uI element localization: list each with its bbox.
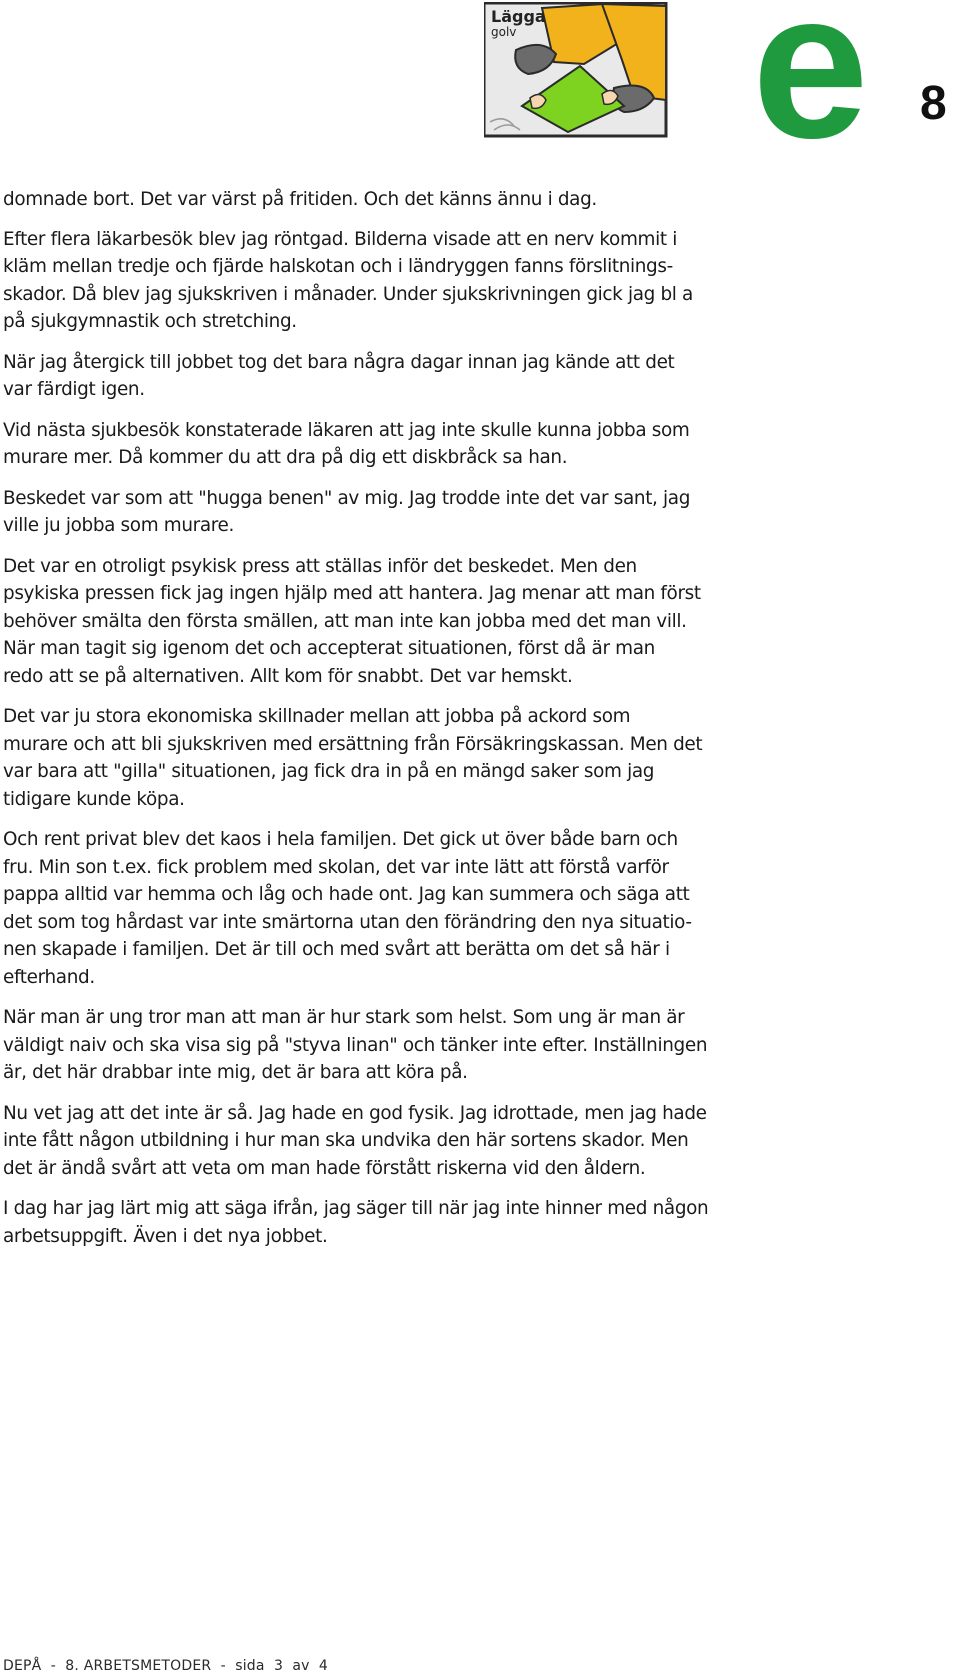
article-body [3, 186, 763, 1263]
paragraph: Och rent privat blev det kaos i hela familjen. Det gick ut över både barn och fru. Min son t.ex. fick problem med skolan, det var inte lätt att förstå varför pappa alltid var hemma och låg och hade ont. Jag kan summera och säga att det som tog hårdast var inte smärtorna utan den förändring den nya situatio- nen skapade i familjen. Det är till och med svårt att berätta om det så här i efterhand. [3, 829, 692, 988]
paragraph: Det var en otroligt psykisk press att ställas inför det beskedet. Men den psykiska pressen fick jag ingen hjälp med att hantera. Jag menar att man först behöver smälta den första smällen, att man inte kan jobba med det man vill. När man tagit sig igenom det och accepterat situationen, först då är man redo att se på alternativen. Allt kom för snabbt. Det var hemskt. [3, 555, 701, 687]
paragraph: domnade bort. Det var värst på fritiden. Och det känns ännu i dag. [3, 189, 597, 210]
paragraph: När man är ung tror man att man är hur stark som helst. Som ung är man är väldigt naiv och ska visa sig på "styva linan" och tänker inte efter. Inställningen är, det här drabbar inte mig, det är bara att köra på. [3, 1007, 708, 1083]
paragraph: Vid nästa sjukbesök konstaterade läkaren att jag inte skulle kunna jobba som murare mer. Då kommer du att dra på dig ett diskbråck sa han. [3, 419, 690, 468]
chapter-number: 8 [920, 77, 947, 130]
paragraph: Det var ju stora ekonomiska skillnader mellan att jobba på ackord som murare och att bli sjukskriven med ersättning från Försäkringskassan. Men det var bara att "gilla" situationen, jag fick dra in på en mängd saker som jag tidigare kunde köpa. [3, 706, 703, 810]
illustration-caption-line1: Lägga [491, 7, 546, 26]
paragraph: Nu vet jag att det inte är så. Jag hade en god fysik. Jag idrottade, men jag hade inte fått någon utbildning i hur man ska undvika den här sortens skador. Men det är ändå svårt att veta om man hade förstått riskerna vid den åldern. [3, 1102, 707, 1179]
paragraph: När jag återgick till jobbet tog det bara några dagar innan jag kände att det var färdigt igen. [3, 351, 675, 400]
brand-letter: e [752, 0, 863, 182]
paragraph: Efter flera läkarbesök blev jag röntgad. Bilderna visade att en nerv kommit i kläm mellan tredje och fjärde halskotan och i ländryggen fanns förslitnings- skador. Då blev jag sjukskriven i månader. Under sjukskrivningen gick jag bl a på sjukgymnastik och stretching. [3, 228, 693, 332]
page-footer: DEPÅ - 8. ARBETSMETODER - sida 3 av 4 [3, 1658, 329, 1674]
illustration-caption-line2: golv [491, 25, 517, 39]
paragraph: Beskedet var som att "hugga benen" av mig. Jag trodde inte det var sant, jag ville ju jobba som murare. [3, 487, 691, 536]
paragraph: I dag har jag lärt mig att säga ifrån, jag säger till när jag inte hinner med någon arbetsuppgift. Även i det nya jobbet. [3, 1198, 709, 1247]
illustration-drawing [484, 2, 714, 148]
lay-floor-illustration [484, 2, 714, 148]
chapter-brand-logo [752, 0, 960, 182]
